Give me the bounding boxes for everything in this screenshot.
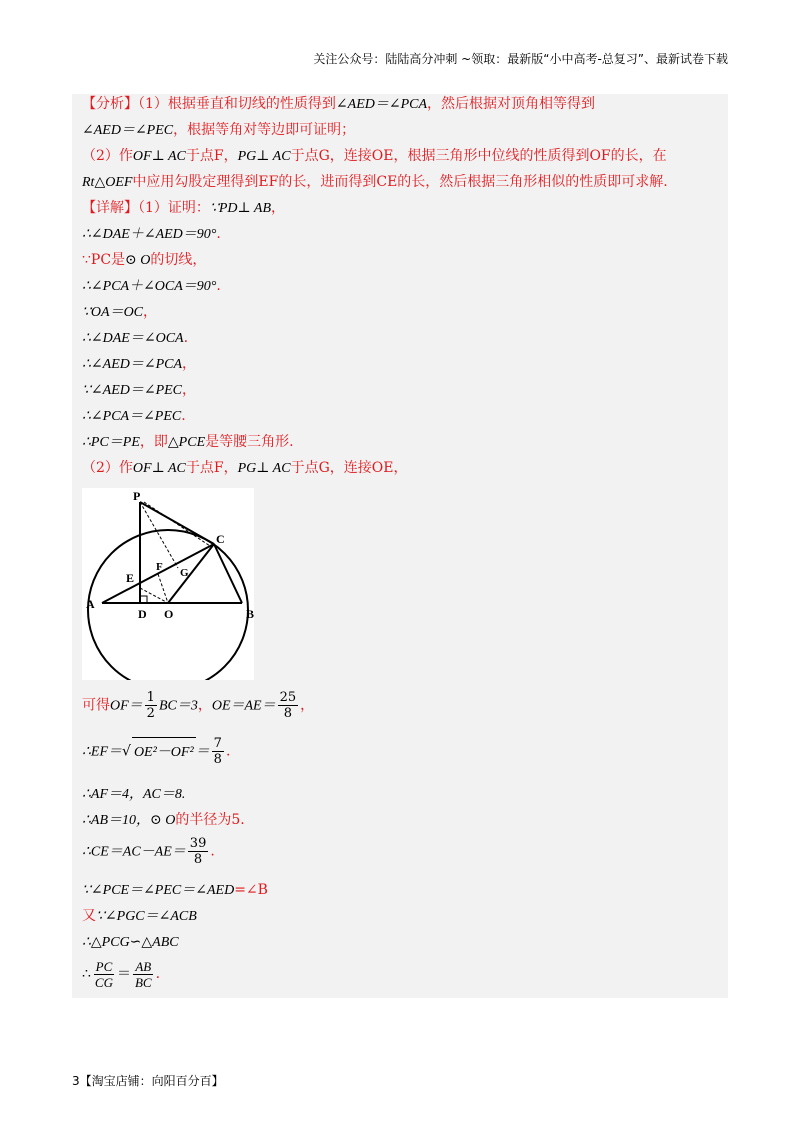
denominator: 2 — [146, 706, 155, 721]
analysis-line-1 — [82, 94, 595, 115]
detail-line-9 — [82, 406, 186, 427]
geometry-figure — [82, 488, 254, 680]
page-footer: 3【淘宝店铺：向阳百分百】 — [72, 1074, 224, 1088]
numerator: 1 — [146, 690, 155, 705]
radius-oc — [168, 544, 214, 603]
period: . — [216, 278, 221, 294]
numerator: AB — [135, 958, 152, 974]
comma: ， — [300, 697, 315, 714]
geometry-diagram — [82, 488, 254, 680]
solution-line-7 — [82, 906, 197, 927]
solution-text: 可得 — [82, 697, 110, 714]
math-expr: ∵∠PGC＝∠ACB — [96, 909, 197, 924]
analysis-line-2 — [82, 120, 355, 141]
fraction — [133, 959, 154, 990]
label-a: A — [86, 597, 95, 611]
label-b: B — [246, 607, 254, 621]
fraction — [278, 690, 299, 721]
fraction — [93, 959, 115, 990]
math-expr: ∴∠DAE＝∠OCA — [82, 331, 184, 346]
analysis-line-3 — [82, 146, 667, 167]
analysis-text: （1）根据垂直和切线的性质得到 — [138, 96, 336, 112]
period: . — [181, 408, 186, 424]
detail-text: ∵PC是 — [82, 252, 126, 268]
label-c: C — [216, 532, 225, 546]
solution-panel — [72, 94, 728, 998]
detail-line-11 — [82, 458, 407, 479]
right-angle-mark — [140, 596, 147, 603]
analysis-text: 于点F， — [185, 148, 238, 164]
detail-text: 的切线， — [150, 252, 207, 268]
denominator: 8 — [193, 852, 203, 867]
radicand: OE²－OF² — [132, 737, 196, 768]
denominator: 8 — [213, 752, 222, 767]
fraction — [212, 736, 224, 767]
analysis-text: 中应用勾股定理得到EF的长，进而得到CE的长，然后根据三角形相似的性质即可求解. — [132, 174, 668, 190]
math-expr: ⊙ O — [150, 813, 176, 828]
math-expr: ∴∠PCA＝∠PEC — [82, 409, 182, 424]
math-expr: ∴∠PCA＋∠OCA＝90° — [82, 279, 217, 294]
math-expr: Rt△OEF — [82, 175, 133, 190]
label-o: O — [164, 607, 174, 621]
analysis-text: 于点G，连接OE，根据三角形中位线的性质得到OF的长，在 — [290, 148, 667, 164]
math-expr: OF⊥ AC — [132, 149, 186, 164]
solution-line-2 — [82, 736, 230, 768]
comma: ， — [182, 382, 197, 398]
solution-text: 的半径为5. — [175, 812, 245, 828]
math-expr: ∵∠PCE＝∠PEC＝∠AED — [82, 883, 235, 898]
detail-text: （2）作 — [82, 460, 133, 476]
detail-text: （1）证明： — [138, 200, 210, 216]
math-expr: ∴CE＝AC－AE＝ — [82, 844, 186, 860]
math-expr: OF＝ — [110, 698, 143, 714]
period: . — [210, 843, 215, 860]
denominator: CG — [94, 974, 113, 990]
analysis-text: ，然后根据对顶角相等得到 — [427, 96, 596, 112]
math-expr: OF⊥ AC — [132, 461, 186, 476]
label-d: D — [138, 607, 147, 621]
detail-line-6 — [82, 328, 188, 349]
detail-line-5 — [82, 302, 157, 323]
math-expr: ⊙ O — [125, 253, 151, 268]
analysis-text: （2）作 — [82, 148, 133, 164]
solution-text: =∠B — [234, 882, 268, 898]
math-expr: OE＝AE＝ — [211, 698, 276, 714]
denominator: 8 — [283, 706, 293, 721]
detail-line-1 — [82, 198, 285, 219]
comma: ， — [182, 356, 197, 372]
math-expr: ∠AED＝∠PEC — [82, 123, 174, 138]
solution-line-3 — [82, 784, 185, 805]
solution-line-5 — [82, 836, 215, 868]
numerator: 7 — [213, 736, 222, 751]
label-f: F — [156, 561, 163, 573]
math-expr: ∴PC＝PE — [82, 435, 140, 450]
label-e: E — [126, 571, 135, 585]
detail-text: ，即 — [139, 434, 168, 450]
math-expr: ∵∠AED＝∠PEC — [82, 383, 183, 398]
math-expr: ＝ — [195, 744, 210, 760]
page-header: 关注公众号：陆陆高分冲刺 ~领取：最新版“小中高考-总复习”、最新试卷下载 — [313, 52, 728, 66]
detail-line-10 — [82, 432, 294, 453]
math-expr: PG⊥ AC — [237, 149, 291, 164]
detail-text: ， — [271, 200, 286, 216]
detail-line-3 — [82, 250, 206, 271]
analysis-line-4 — [82, 172, 668, 193]
math-expr: ＝ — [116, 966, 131, 982]
math-expr: ∴AF＝4，AC＝8. — [82, 787, 186, 802]
solution-line-1 — [82, 690, 314, 722]
fraction — [145, 690, 157, 721]
math-expr: ∴∠DAE＋∠AED＝90° — [82, 227, 217, 242]
comma: ， — [197, 697, 212, 714]
math-expr: △PCE — [167, 435, 206, 450]
numerator: PC — [95, 958, 113, 974]
period: . — [183, 330, 189, 346]
detail-text: 于点G，连接OE， — [290, 460, 408, 476]
label-p: P — [133, 489, 141, 503]
numerator: 25 — [279, 690, 297, 705]
solution-line-6 — [82, 880, 268, 901]
math-expr: BC＝3 — [158, 698, 198, 714]
math-expr: ∴∠AED＝∠PCA — [82, 357, 183, 372]
solution-line-4 — [82, 810, 245, 831]
analysis-label: 【分析】 — [82, 96, 138, 112]
fraction — [188, 836, 209, 867]
denominator: BC — [134, 974, 152, 990]
analysis-text: ，根据等角对等边即可证明； — [173, 122, 356, 138]
period: . — [155, 966, 161, 982]
detail-line-8 — [82, 380, 196, 401]
period: . — [216, 226, 221, 242]
math-expr: PG⊥ AC — [237, 461, 291, 476]
tangent-pc — [140, 502, 214, 544]
detail-line-7 — [82, 354, 196, 375]
math-expr: ∴△PCG∽△ABC — [82, 935, 179, 950]
detail-label: 【详解】 — [82, 200, 138, 216]
solution-text: 又 — [82, 908, 96, 924]
detail-text: 是等腰三角形. — [205, 434, 294, 450]
sqrt-sign: √ — [122, 743, 131, 760]
circle-o — [88, 530, 248, 680]
detail-text: 于点F， — [185, 460, 238, 476]
numerator: 39 — [189, 836, 207, 851]
math-expr: ∠AED＝∠PCA — [335, 97, 428, 112]
label-g: G — [180, 567, 189, 579]
math-expr: ∴ — [82, 966, 91, 982]
comma: ， — [143, 304, 158, 320]
detail-line-4 — [82, 276, 221, 297]
math-expr: ∵OA＝OC — [82, 305, 144, 320]
detail-line-2 — [82, 224, 221, 245]
chord-ac — [102, 544, 214, 603]
solution-line-8 — [82, 932, 179, 953]
math-expr: ∴EF＝ — [82, 744, 123, 760]
solution-line-9 — [82, 958, 160, 990]
period: . — [225, 743, 231, 760]
math-expr: ∴AB＝10， — [82, 813, 151, 828]
math-expr: ∵PD⊥ AB — [209, 201, 272, 216]
chord-cb — [214, 544, 242, 603]
